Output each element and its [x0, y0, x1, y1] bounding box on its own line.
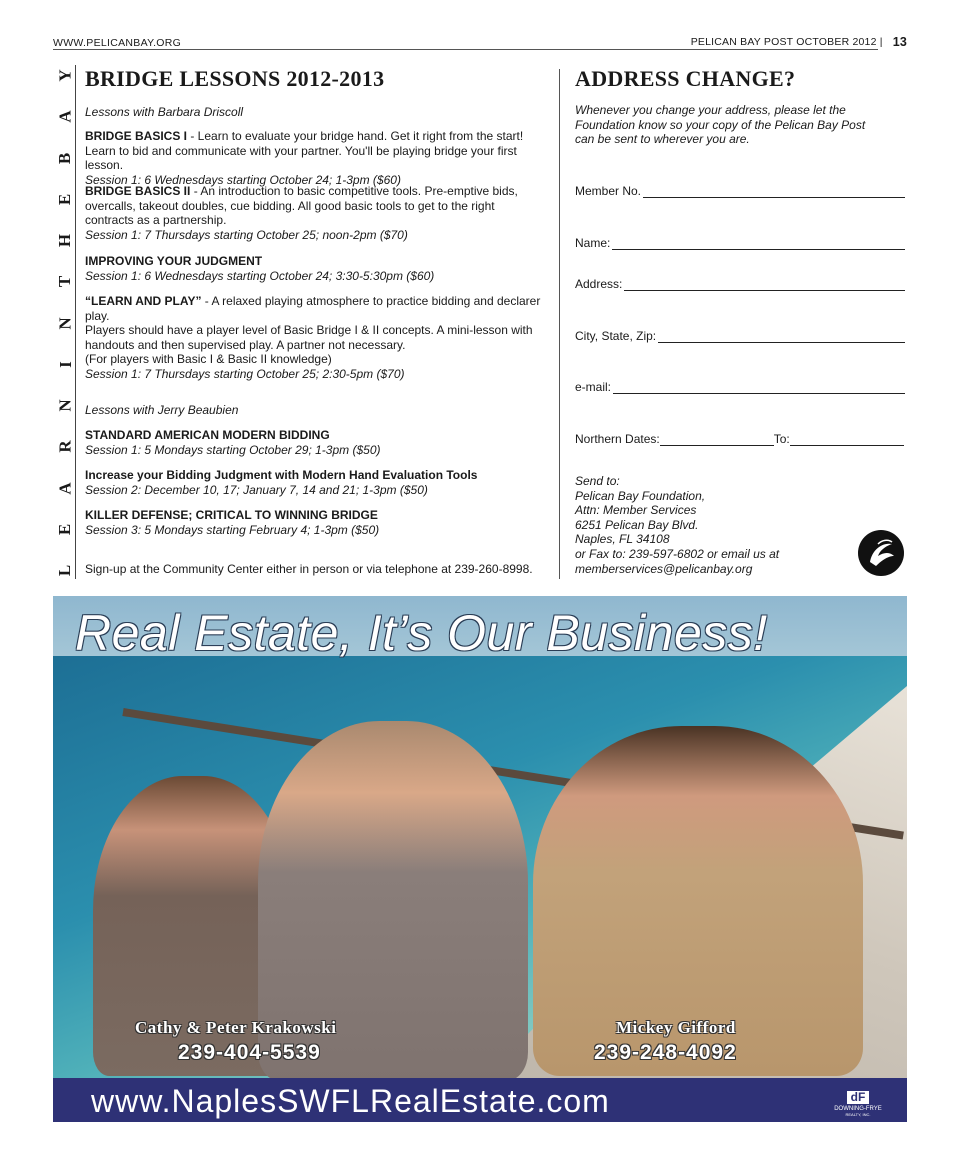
- class-title: IMPROVING YOUR JUDGMENT: [85, 254, 263, 268]
- field-label: City, State, Zip:: [575, 329, 657, 343]
- send-to-line: or Fax to: 239-597-6802 or email us at: [575, 546, 780, 561]
- class-description: Players should have a player level of Basic Bridge I & II concepts. A mini-lesson with: [85, 323, 533, 338]
- class-description: contracts as a partnership.: [85, 213, 227, 228]
- agent-name-krakowski: Cathy & Peter Krakowski: [135, 1018, 337, 1037]
- address-title: ADDRESS CHANGE?: [575, 66, 796, 91]
- downing-frye-logo: [833, 1091, 883, 1117]
- section-letter: A: [55, 110, 75, 123]
- fill-line[interactable]: [658, 330, 905, 343]
- brand-mark: dF: [847, 1091, 869, 1104]
- class-session: Session 1: 5 Mondays starting October 29; 1-3pm ($50): [85, 442, 381, 457]
- section-letter: I: [55, 360, 75, 368]
- class-killer-defense: [85, 508, 379, 537]
- name-field[interactable]: [575, 236, 905, 250]
- class-title: BRIDGE BASICS II: [85, 184, 191, 198]
- class-session: Session 1: 6 Wednesdays starting October 24; 3:30-5:30pm ($60): [85, 268, 435, 283]
- send-to-line: Naples, FL 34108: [575, 532, 670, 547]
- class-description: handouts and then supervised play. A partner not necessary.: [85, 337, 406, 352]
- teacher-jerry: Lessons with Jerry Beaubien: [85, 403, 239, 417]
- fill-line[interactable]: [624, 278, 905, 291]
- fill-line[interactable]: [612, 237, 905, 250]
- to-date-line[interactable]: [790, 433, 904, 446]
- section-letter: Y: [55, 69, 75, 82]
- class-description: Learn to bid and communicate with your partner. You'll be playing bridge your first lesson.: [85, 143, 517, 173]
- member-number-field[interactable]: [575, 184, 905, 198]
- intro-line: Whenever you change your address, please let the: [575, 103, 846, 117]
- section-letter: L: [55, 564, 75, 577]
- class-session: Session 3: 5 Mondays starting February 4; 1-3pm ($50): [85, 522, 380, 537]
- from-date-line[interactable]: [660, 433, 774, 446]
- class-basics-1: [85, 129, 553, 187]
- class-description: - Learn to evaluate your bridge hand. Get it right from the start!: [187, 129, 524, 143]
- class-title: “LEARN AND PLAY”: [85, 294, 202, 308]
- send-to-email[interactable]: memberservices@pelicanbay.org: [575, 561, 753, 576]
- class-description: overcalls, takeout doubles, cue bidding. All good basic tools to get to the right: [85, 198, 495, 213]
- teacher-barbara: Lessons with Barbara Driscoll: [85, 105, 244, 119]
- agent-name-gifford: Mickey Gifford: [616, 1018, 736, 1037]
- class-basics-2: [85, 184, 518, 242]
- agent-phone-gifford[interactable]: 239-248-4092: [594, 1041, 737, 1064]
- field-label: e-mail:: [575, 380, 612, 394]
- brand-subtitle: REALTY, INC.: [845, 1112, 871, 1117]
- header-divider: [53, 49, 878, 50]
- class-bidding-judgment: [85, 468, 477, 497]
- fill-line[interactable]: [613, 381, 905, 394]
- class-description: - A relaxed playing atmosphere to practice bidding and declarer play.: [85, 294, 541, 323]
- section-letter: R: [55, 440, 75, 453]
- section-label-vertical: [54, 67, 76, 579]
- field-label: Name:: [575, 236, 611, 250]
- bridge-title: BRIDGE LESSONS 2012-2013: [85, 66, 385, 91]
- class-title: BRIDGE BASICS I: [85, 129, 188, 143]
- class-standard-american: [85, 428, 380, 457]
- site-url: WWW.PELICANBAY.ORG: [53, 37, 182, 49]
- brand-name: DOWNING-FRYE: [834, 1106, 882, 1112]
- fill-line[interactable]: [643, 185, 905, 198]
- city-state-zip-field[interactable]: [575, 329, 905, 343]
- class-title: KILLER DEFENSE; CRITICAL TO WINNING BRIDGE: [85, 508, 378, 522]
- field-label: Northern Dates:: [575, 432, 660, 446]
- agent-phone-krakowski[interactable]: 239-404-5539: [178, 1041, 321, 1064]
- section-letter: N: [55, 316, 75, 330]
- ad-website-link[interactable]: www.NaplesSWFLRealEstate.com: [91, 1083, 610, 1119]
- publication-name: PELICAN BAY POST OCTOBER 2012 |: [690, 36, 883, 48]
- section-letter: T: [55, 276, 75, 288]
- class-judgment: [85, 254, 434, 283]
- class-learn-and-play: [85, 294, 553, 382]
- class-session: Session 1: 7 Thursdays starting October 25; noon-2pm ($70): [85, 227, 408, 242]
- send-to-line: Pelican Bay Foundation,: [575, 488, 706, 503]
- section-letter: B: [55, 152, 75, 164]
- field-label: Member No.: [575, 184, 642, 198]
- column-divider: [559, 69, 560, 579]
- class-session: Session 2: December 10, 17; January 7, 14 and 21; 1-3pm ($50): [85, 482, 428, 497]
- address-field[interactable]: [575, 277, 905, 291]
- class-title: Increase your Bidding Judgment with Modern Hand Evaluation Tools: [85, 468, 478, 482]
- class-description: - An introduction to basic competitive tools. Pre-emptive bids,: [190, 184, 518, 198]
- section-letter: A: [55, 481, 75, 495]
- signup-info: Sign-up at the Community Center either in person or via telephone at 239-260-8998.: [85, 562, 533, 576]
- field-label: To:: [773, 432, 790, 446]
- page-number: 13: [892, 35, 907, 49]
- address-intro: [575, 103, 905, 147]
- section-letter: E: [55, 193, 75, 205]
- email-field[interactable]: [575, 380, 905, 394]
- section-letter: N: [55, 399, 75, 412]
- northern-dates-field[interactable]: [575, 432, 905, 446]
- publication-info: [691, 35, 907, 49]
- pelican-logo-icon: [858, 530, 904, 576]
- class-title: STANDARD AMERICAN MODERN BIDDING: [85, 428, 330, 442]
- sidebar-divider: [75, 65, 76, 579]
- send-to-label: Send to:: [575, 474, 620, 488]
- section-letter: E: [55, 523, 75, 535]
- send-to-block: [575, 474, 905, 576]
- class-session: Session 1: 7 Thursdays starting October 25; 2:30-5pm ($70): [85, 366, 405, 381]
- real-estate-ad[interactable]: [53, 596, 907, 1122]
- section-letter: H: [55, 233, 75, 248]
- intro-line: can be sent to wherever you are.: [575, 132, 750, 147]
- class-session: Session 1: 6 Wednesdays starting October 24; 1-3pm ($60): [85, 172, 401, 187]
- ad-headline: Real Estate, It’s Our Business!: [75, 605, 768, 661]
- field-label: Address:: [575, 277, 623, 291]
- send-to-line: 6251 Pelican Bay Blvd.: [575, 517, 699, 532]
- intro-line: Foundation know so your copy of the Pelican Bay Post: [575, 117, 866, 132]
- send-to-line: Attn: Member Services: [575, 503, 697, 518]
- class-description: (For players with Basic I & Basic II knowledge): [85, 352, 332, 367]
